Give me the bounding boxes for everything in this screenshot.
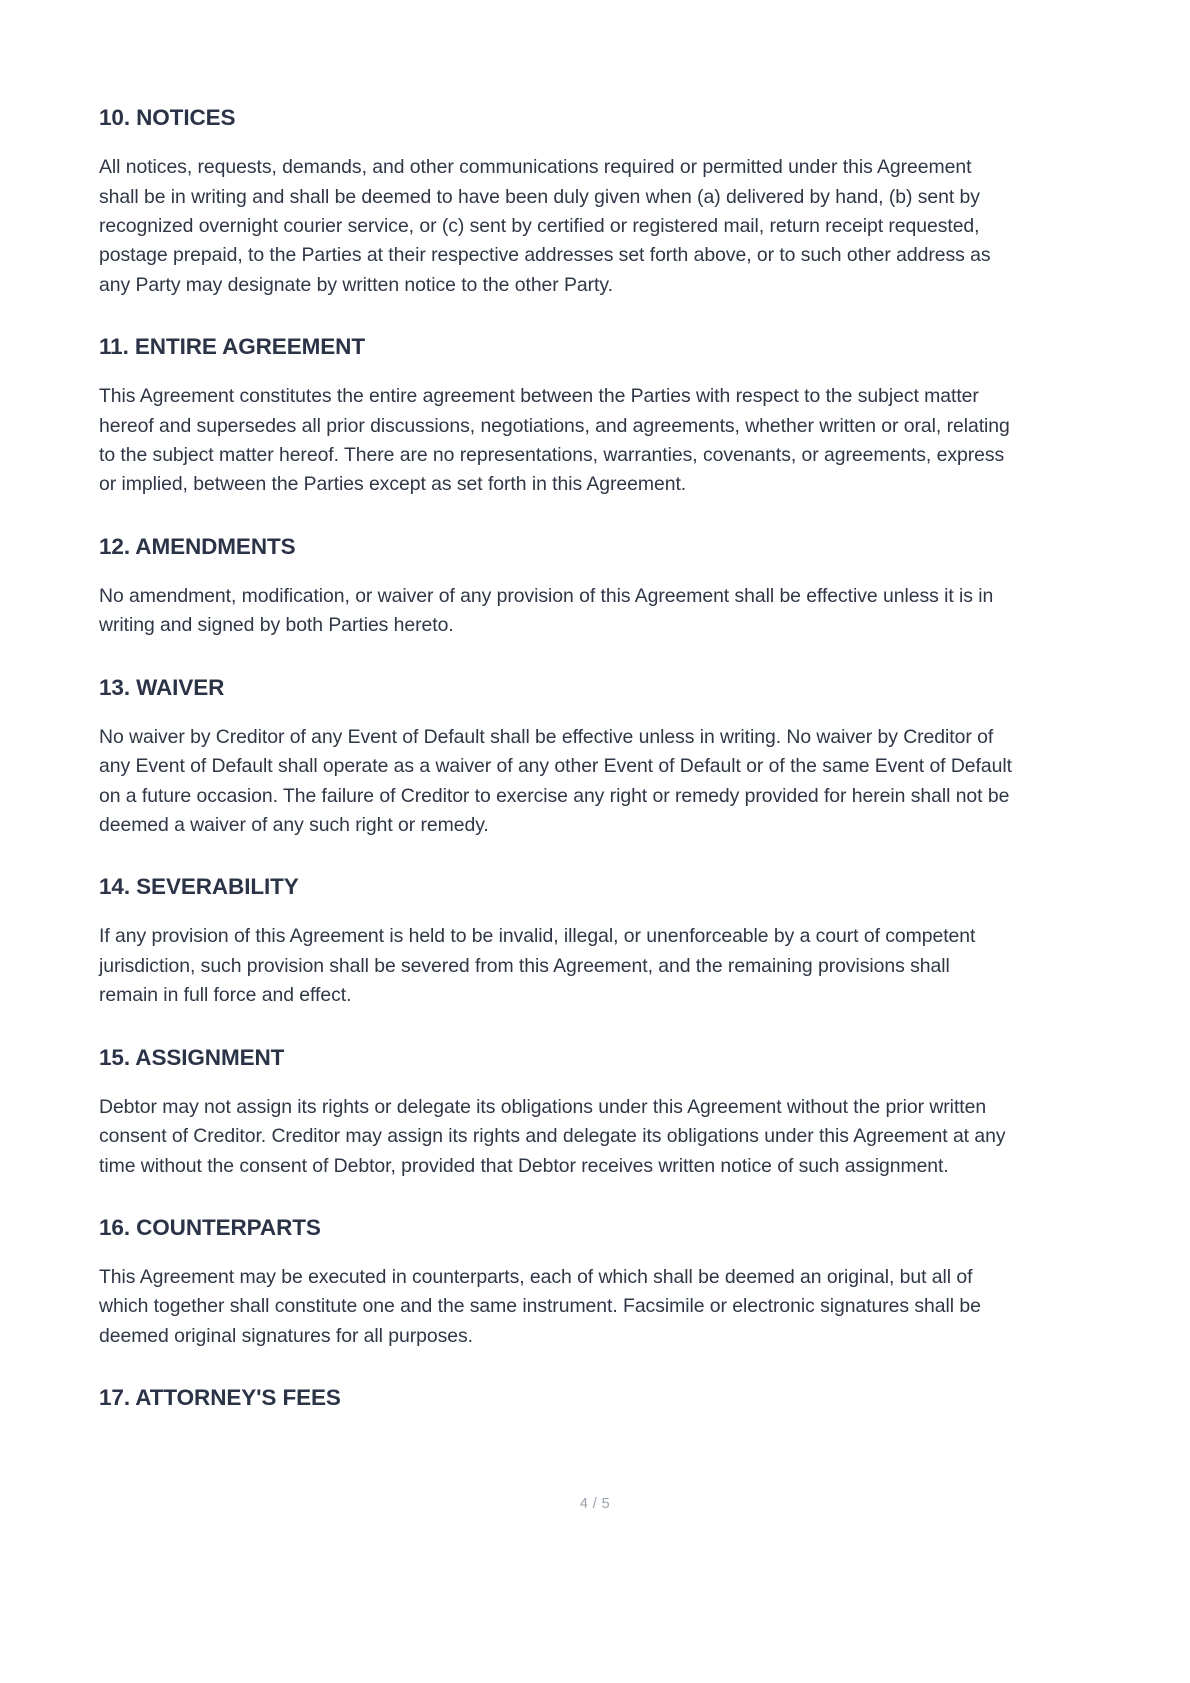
section-heading-assignment: 15. ASSIGNMENT [99, 1044, 285, 1070]
section-body-amendments: No amendment, modification, or waiver of any provision of this Agreement shall be effective unless it is in writing and signed by both Parties hereto. [99, 584, 994, 637]
section-heading-entire-agreement: 11. ENTIRE AGREEMENT [99, 334, 365, 360]
section-heading-notices: 10. NOTICES [99, 105, 236, 130]
section-body-counterparts: This Agreement may be executed in counterparts, each of which shall be deemed an original, but all of which together shall constitute one and the same instrument. Facsimile or electronic signatures shall be deemed original signatures for all purposes. [99, 1266, 981, 1347]
section-amendments [99, 533, 1014, 641]
section-body-notices: All notices, requests, demands, and other communications required or permitted under this Agreement shall be in writing and shall be deemed to have been duly given when (a) delivered by hand, (b) sent by recognized overnight courier service, or (c) sent by certified or registered mail, return receipt requested, postage prepaid, to the Parties at their respective addresses set forth above, or to such other address as any Party may designate by written notice to the other Party. [99, 156, 991, 296]
page-indicator: 4 / 5 [579, 1496, 611, 1512]
section-body-severability: If any provision of this Agreement is held to be invalid, illegal, or unenforceable by a court of competent jurisdiction, such provision shall be severed from this Agreement, and the remaining provisions shall remain in full force and effect. [99, 925, 976, 1007]
document-body [99, 104, 1014, 1433]
section-heading-waiver: 13. WAIVER [99, 674, 225, 700]
section-heading-severability: 14. SEVERABILITY [99, 874, 299, 900]
section-body-assignment: Debtor may not assign its rights or delegate its obligations under this Agreement without the prior written consent of Creditor. Creditor may assign its rights and delegate its obligations under this Agreement at any time without the consent of Debtor, provided that Debtor receives written notice of such assignment. [99, 1095, 1006, 1177]
page-footer [0, 1496, 1190, 1512]
section-counterparts [99, 1214, 1014, 1351]
section-heading-counterparts: 16. COUNTERPARTS [99, 1214, 321, 1240]
section-body-entire-agreement: This Agreement constitutes the entire agreement between the Parties with respect to the subject matter hereof and supersedes all prior discussions, negotiations, and agreements, whether written or oral, relating to the subject matter hereof. There are no representations, warranties, covenants, or agreements, express or implied, between the Parties except as set forth in this Agreement. [99, 385, 1010, 496]
section-severability [99, 873, 1014, 1010]
section-assignment [99, 1044, 1014, 1181]
section-heading-amendments: 12. AMENDMENTS [99, 533, 296, 559]
section-heading-attorneys-fees: 17. ATTORNEY'S FEES [99, 1385, 341, 1411]
section-attorneys-fees [99, 1384, 1014, 1412]
section-notices [99, 104, 1014, 300]
section-entire-agreement [99, 333, 1014, 500]
section-body-waiver: No waiver by Creditor of any Event of Default shall be effective unless in writing. No waiver by Creditor of any Event of Default shall operate as a waiver of any other Event of Default or of the same Event of Default on a future occasion. The failure of Creditor to exercise any right or remedy provided for herein shall not be deemed a waiver of any such right or remedy. [99, 725, 1012, 836]
section-waiver [99, 674, 1014, 841]
